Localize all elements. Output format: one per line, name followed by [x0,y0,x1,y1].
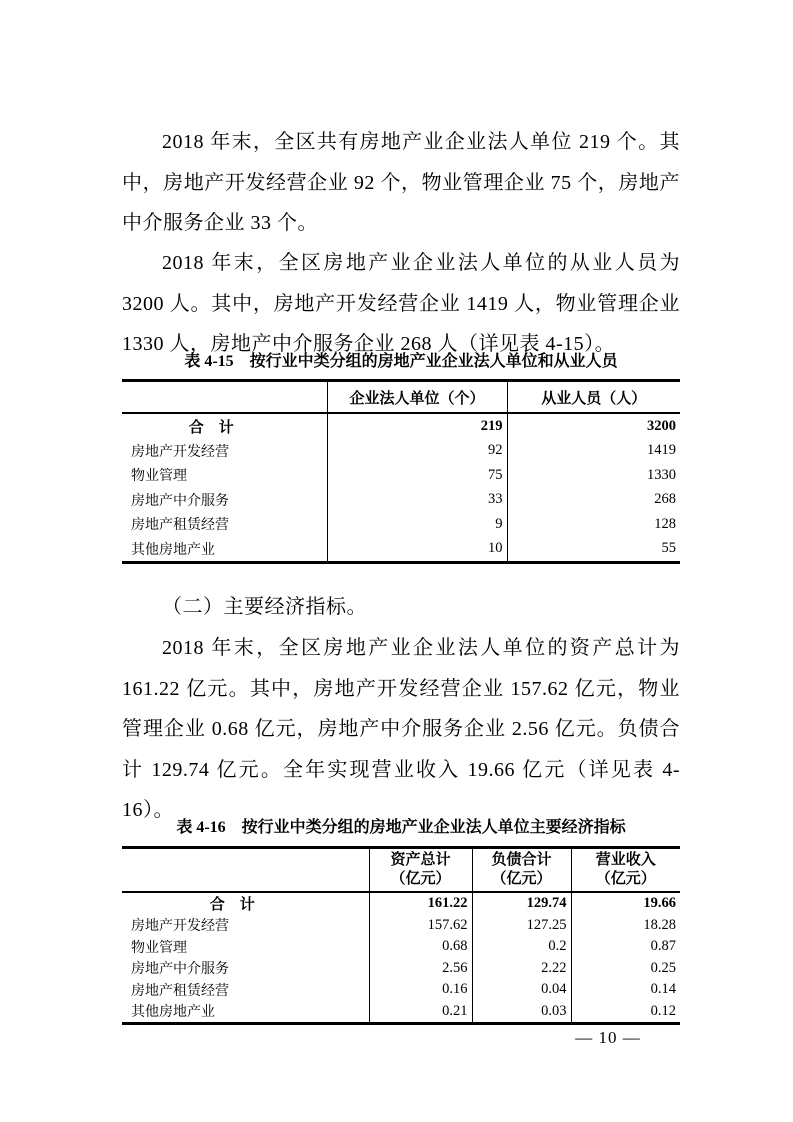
table-row [122,439,680,464]
table-row [122,1001,680,1024]
liabilities-cell: 0.2 [472,936,571,958]
revenue-cell: 0.87 [571,936,680,958]
row-label: 房地产中介服务 [131,962,229,978]
row-label: 其他房地产业 [131,542,215,558]
header-liabilities-line1: 负债合计 [491,852,552,868]
header-revenue-line1: 营业收入 [595,852,656,868]
header-legal-units: 企业法人单位（个） [327,381,507,414]
table-row [122,537,680,563]
assets-cell: 0.21 [369,1001,472,1024]
units-cell: 75 [327,463,507,488]
header-assets [369,848,472,893]
assets-cell: 157.62 [369,915,472,937]
employees-cell: 1330 [507,463,680,488]
assets-cell: 0.68 [369,936,472,958]
table-4-16-header-row [122,848,680,893]
employees-cell: 3200 [507,413,680,439]
row-label: 其他房地产业 [131,1005,215,1021]
header-empty-cell [122,848,369,893]
row-label: 合 计 [188,419,234,436]
units-cell: 219 [327,413,507,439]
header-liabilities [472,848,571,893]
revenue-cell: 19.66 [571,892,680,915]
assets-cell: 161.22 [369,892,472,915]
assets-cell: 2.56 [369,958,472,980]
revenue-cell: 0.14 [571,979,680,1001]
assets-cell: 0.16 [369,979,472,1001]
paragraph-employees: 2018 年末，全区房地产业企业法人单位的从业人员为 3200 人。其中，房地产开发经营企业 1419 人，物业管理企业 1330 人，房地产中介服务企业 268 人（详见表 4-15）。 [122,252,680,355]
row-label: 房地产中介服务 [131,493,229,509]
table-4-16-title: 表 4-16 按行业中类分组的房地产业企业法人单位主要经济指标 [176,819,626,836]
units-cell: 92 [327,439,507,464]
units-cell: 10 [327,537,507,563]
row-label: 房地产开发经营 [131,444,229,460]
table-row [122,979,680,1001]
header-employees: 从业人员（人） [507,381,680,414]
employees-cell: 1419 [507,439,680,464]
liabilities-cell: 2.22 [472,958,571,980]
employees-cell: 268 [507,488,680,513]
row-label: 房地产开发经营 [131,919,229,935]
liabilities-cell: 129.74 [472,892,571,915]
paragraph-economic-indicators: 2018 年末，全区房地产业企业法人单位的资产总计为 161.22 亿元。其中，房地产开发经营企业 157.62 亿元，物业管理企业 0.68 亿元，房地产中介服务企业 2.56 亿元。负债合计 129.74 亿元。全年实现营业收入 19.66 亿元（详见表 4-16）。 [122,637,680,821]
header-assets-line2: （亿元） [390,871,451,887]
table-row-total [122,892,680,915]
table-row [122,512,680,537]
row-label: 房地产租赁经营 [131,983,229,999]
row-label: 物业管理 [131,469,187,485]
section-heading: （二）主要经济指标。 [162,596,367,618]
employees-cell: 128 [507,512,680,537]
header-liabilities-line2: （亿元） [491,871,552,887]
row-label: 合 计 [209,897,255,914]
table-row-total [122,413,680,439]
table-4-15-header-row [122,381,680,414]
paragraph-legal-units: 2018 年末，全区共有房地产业企业法人单位 219 个。其中，房地产开发经营企业 92 个，物业管理企业 75 个，房地产中介服务企业 33 个。 [122,131,680,234]
revenue-cell: 0.12 [571,1001,680,1024]
liabilities-cell: 0.04 [472,979,571,1001]
revenue-cell: 0.25 [571,958,680,980]
table-4-15 [122,379,680,564]
row-label: 物业管理 [131,940,187,956]
table-row [122,958,680,980]
table-row [122,463,680,488]
row-label: 房地产租赁经营 [131,518,229,534]
header-assets-line1: 资产总计 [390,852,451,868]
table-row [122,936,680,958]
page-number: — 10 — [575,1028,641,1047]
liabilities-cell: 0.03 [472,1001,571,1024]
units-cell: 9 [327,512,507,537]
employees-cell: 55 [507,537,680,563]
revenue-cell: 18.28 [571,915,680,937]
header-revenue [571,848,680,893]
header-revenue-line2: （亿元） [595,871,656,887]
table-row [122,488,680,513]
table-4-15-title: 表 4-15 按行业中类分组的房地产业企业法人单位和从业人员 [184,353,618,370]
header-empty-cell [122,381,327,414]
table-4-16 [122,846,680,1025]
table-row [122,915,680,937]
units-cell: 33 [327,488,507,513]
liabilities-cell: 127.25 [472,915,571,937]
